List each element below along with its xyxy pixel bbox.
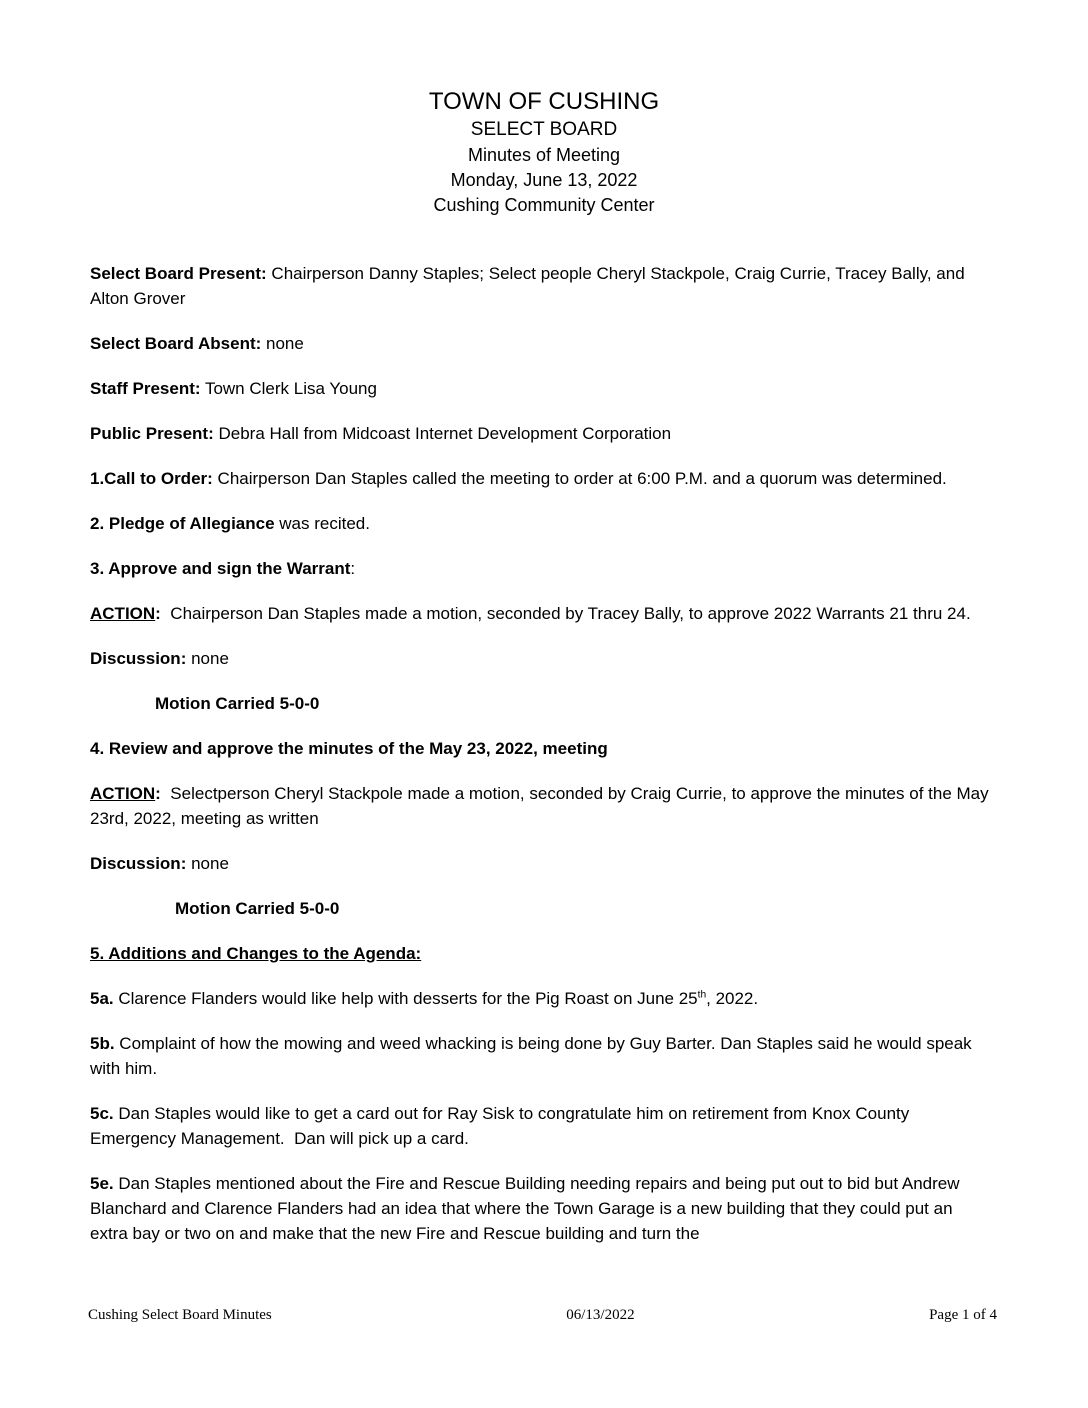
text-run: ACTION	[90, 784, 156, 803]
paragraph	[90, 691, 994, 716]
paragraph	[90, 1031, 994, 1081]
text-run: , 2022.	[706, 989, 759, 1008]
text-run: Discussion:	[90, 649, 187, 668]
text-run: Motion Carried 5-0-0	[175, 899, 340, 918]
text-run: 1.Call to Order:	[90, 469, 213, 488]
document-header	[0, 0, 1088, 218]
text-run: Select Board Absent:	[90, 334, 262, 353]
paragraph	[90, 556, 994, 581]
document-footer	[88, 1306, 997, 1324]
paragraph	[90, 376, 994, 401]
text-run: Chairperson Dan Staples called the meeting to order at 6:00 P.M. and a quorum was determined.	[212, 469, 947, 488]
text-run: Select Board Present:	[90, 264, 267, 283]
text-run: Debra Hall from Midcoast Internet Development Corporation	[213, 424, 672, 443]
header-line-3: Monday, June 13, 2022	[450, 170, 638, 190]
header-line-4: Cushing Community Center	[433, 195, 655, 215]
text-run: 4. Review and approve the minutes of the May 23, 2022, meeting	[90, 739, 608, 758]
text-run: none	[186, 649, 229, 668]
paragraph	[90, 896, 994, 921]
paragraph	[90, 261, 994, 311]
text-run: 5c.	[90, 1104, 114, 1123]
text-run: Discussion:	[90, 854, 187, 873]
paragraph	[90, 986, 994, 1011]
text-run: Public Present:	[90, 424, 214, 443]
paragraph	[90, 1101, 994, 1151]
paragraph	[90, 736, 994, 761]
text-run: :	[155, 604, 161, 623]
text-run: Selectperson Cheryl Stackpole made a motion, seconded by Craig Currie, to approve the minutes of the May 23rd, 2022, meeting as written	[90, 784, 994, 828]
paragraph	[90, 421, 994, 446]
text-run: 5b.	[90, 1034, 115, 1053]
paragraph	[90, 941, 994, 966]
text-run: 5. Additions and Changes to the Agenda:	[90, 944, 422, 963]
text-run: Complaint of how the mowing and weed whacking is being done by Guy Barter. Dan Staples said he would speak with him.	[90, 1034, 977, 1078]
text-run: th	[697, 989, 707, 1001]
footer-date: 06/13/2022	[566, 1307, 635, 1323]
text-run: Clarence Flanders would like help with desserts for the Pig Roast on June 25	[113, 989, 698, 1008]
text-run: ACTION	[90, 604, 156, 623]
text-run: 3. Approve and sign the Warrant	[90, 559, 351, 578]
text-run: Town Clerk Lisa Young	[200, 379, 377, 398]
text-run: Chairperson Dan Staples made a motion, seconded by Tracey Bally, to approve 2022 Warrants 21 thru 24.	[160, 604, 971, 623]
paragraph	[90, 851, 994, 876]
text-run: 2. Pledge of Allegiance	[90, 514, 275, 533]
text-run: Dan Staples would like to get a card out for Ray Sisk to congratulate him on retirement from Knox County Emergency Management. Dan will pick up a card.	[90, 1104, 914, 1148]
header-line-2: Minutes of Meeting	[467, 145, 621, 165]
text-run: none	[261, 334, 304, 353]
document-body	[0, 218, 1088, 1246]
paragraph	[90, 781, 994, 831]
text-run: Chairperson Danny Staples; Select people Cheryl Stackpole, Craig Currie, Tracey Bally, and Alton Grover	[90, 264, 969, 308]
paragraph	[90, 466, 994, 491]
text-run: :	[155, 784, 161, 803]
paragraph	[90, 601, 994, 626]
text-run: 5a.	[90, 989, 114, 1008]
text-run: :	[350, 559, 356, 578]
paragraph	[90, 331, 994, 356]
footer-document-title: Cushing Select Board Minutes	[88, 1307, 272, 1323]
paragraph	[90, 646, 994, 671]
text-run: Motion Carried 5-0-0	[155, 694, 320, 713]
paragraph	[90, 511, 994, 536]
header-line-0: TOWN OF CUSHING	[428, 88, 660, 115]
footer-page-number: Page 1 of 4	[929, 1307, 997, 1323]
text-run: Staff Present:	[90, 379, 201, 398]
text-run: was recited.	[274, 514, 370, 533]
text-run: Dan Staples mentioned about the Fire and Rescue Building needing repairs and being put out to bid but Andrew Blanchard and Clarence Flanders had an idea that where the Town Garage is a new building that they could put an extra bay or two on and make that the new Fire and Rescue building and turn the	[90, 1174, 965, 1243]
header-line-1: SELECT BOARD	[470, 119, 618, 140]
paragraph	[90, 1171, 994, 1246]
text-run: 5e.	[90, 1174, 114, 1193]
text-run: none	[186, 854, 229, 873]
